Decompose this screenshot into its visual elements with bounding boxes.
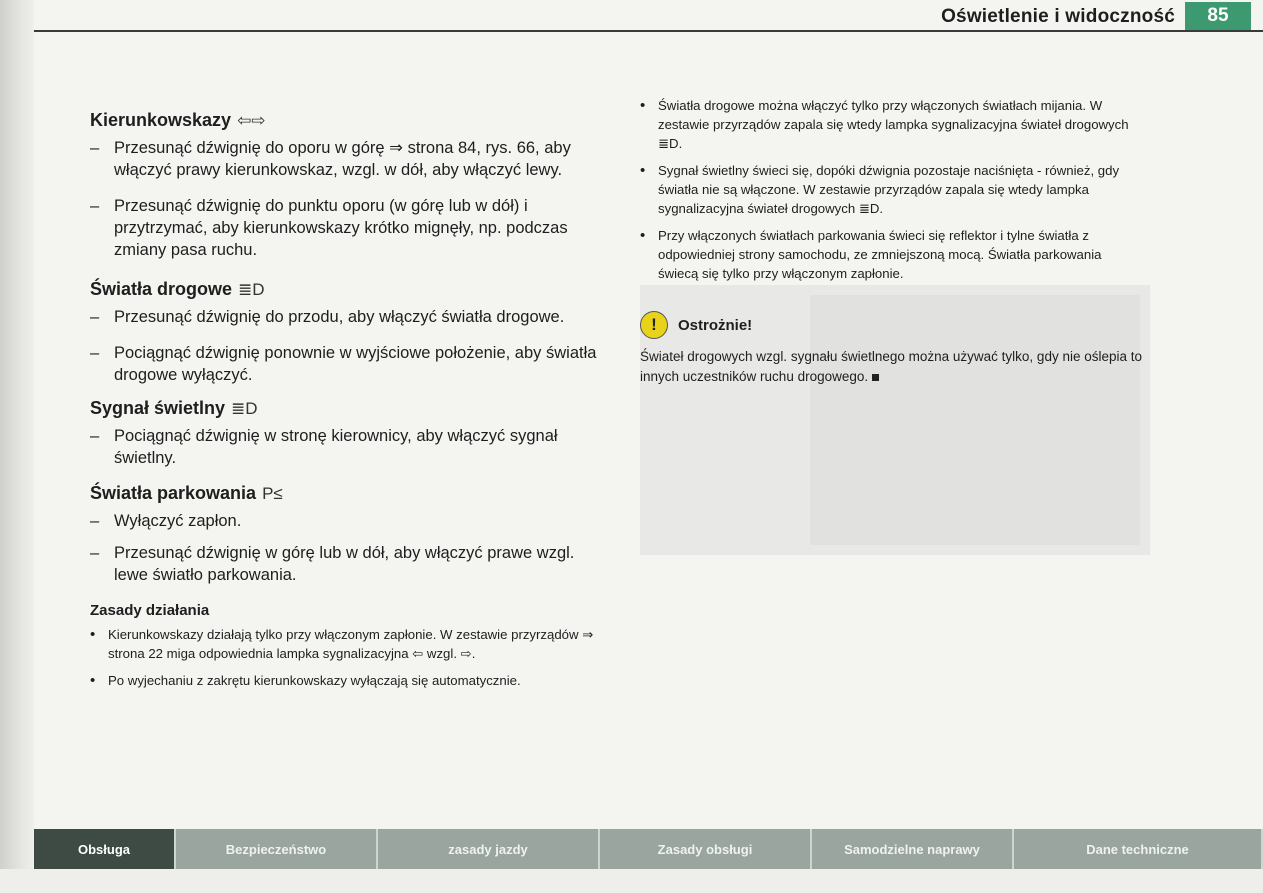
- end-of-section-mark: [872, 374, 879, 381]
- tab-obsluga[interactable]: Obsługa: [34, 829, 176, 869]
- tab-zasady-obslugi[interactable]: Zasady obsługi: [600, 829, 812, 869]
- high-beam-icon: ≣D: [231, 398, 258, 418]
- tab-bezpieczenstwo[interactable]: Bezpieczeństwo: [176, 829, 378, 869]
- heading-sygnal-swietlny: Sygnał świetlny ≣D: [90, 398, 258, 418]
- list-item: – Pociągnąć dźwignię w stronę kierownicy, aby włączyć sygnał świetlny.: [90, 427, 558, 467]
- caution-text: Świateł drogowych wzgl. sygnału świetlnego można używać tylko, gdy nie oślepia to innych uczestników ruchu drogowego.: [640, 349, 1143, 384]
- list-item: – Pociągnąć dźwignię ponownie w wyjściowe położenie, aby światła drogowe wyłączyć.: [90, 344, 597, 384]
- header-rule: [34, 30, 1263, 32]
- list-item: • Sygnał świetlny świeci się, dopóki dźwignia pozostaje naciśnięta - również, gdy światła nie są włączone. W zestawie przyrządów zapala się wtedy lampka sygnalizacyjna świateł drogowych ≣D.: [640, 162, 1120, 216]
- page-binding-edge: [0, 0, 34, 893]
- left-column: [90, 96, 610, 690]
- list-item: – Wyłączyć zapłon.: [90, 512, 242, 530]
- caution-box: [640, 311, 1145, 387]
- section-zasady-dzialania: [90, 602, 610, 690]
- heading-kierunkowskazy: Kierunkowskazy ⇦⇨: [90, 110, 266, 130]
- list-item: • Światła drogowe można włączyć tylko przy włączonych światłach mijania. W zestawie przyrządów zapala się wtedy lampka sygnalizacyjna świateł drogowych ≣D.: [640, 97, 1129, 151]
- list-item: • Po wyjechaniu z zakrętu kierunkowskazy wyłączają się automatycznie.: [90, 672, 521, 689]
- caution-title: Ostrożnie!: [678, 316, 753, 334]
- chapter-tab-bar: [34, 829, 1263, 869]
- high-beam-icon: ≣D: [238, 279, 265, 299]
- tab-samodzielne-naprawy[interactable]: Samodzielne naprawy: [812, 829, 1014, 869]
- heading-zasady-dzialania: Zasady działania: [90, 602, 210, 619]
- heading-swiatla-drogowe: Światła drogowe ≣D: [90, 279, 265, 299]
- page-number-badge: 85: [1185, 2, 1251, 30]
- list-item: • Kierunkowskazy działają tylko przy włączonym zapłonie. W zestawie przyrządów ⇒ strona 22 miga odpowiednia lampka sygnalizacyjna ⇦ wzgl. ⇨.: [90, 626, 594, 661]
- section-kierunkowskazy: [90, 110, 610, 261]
- list-item: • Przy włączonych światłach parkowania świeci się reflektor i tylne światła z odpowiedniej strony samochodu, ze zmniejszoną mocą. Światła parkowania świecą się tylko przy włączonym zapłonie.: [640, 227, 1102, 281]
- right-column: [640, 96, 1145, 387]
- turn-signal-icon: ⇦⇨: [237, 110, 266, 130]
- section-swiatla-drogowe: [90, 279, 610, 386]
- heading-swiatla-parkowania: Światła parkowania P≤: [90, 483, 283, 503]
- section-sygnal-swietlny: [90, 398, 610, 469]
- list-item: – Przesunąć dźwignię do punktu oporu (w górę lub w dół) i przytrzymać, aby kierunkowskazy krótko mignęły, np. podczas zmiany pasa ruchu.: [90, 197, 568, 259]
- caution-icon: !: [640, 311, 668, 339]
- list-item: – Przesunąć dźwignię w górę lub w dół, aby włączyć prawe wzgl. lewe światło parkowania.: [90, 544, 575, 584]
- list-item: – Przesunąć dźwignię do oporu w górę ⇒ strona 84, rys. 66, aby włączyć prawy kierunkowskaz, wzgl. w dół, aby włączyć lewy.: [90, 139, 571, 179]
- page-bottom-margin: [0, 869, 1263, 893]
- section-swiatla-parkowania: [90, 483, 610, 586]
- tab-zasady-jazdy[interactable]: zasady jazdy: [378, 829, 600, 869]
- section-header-title: Oświetlenie i widoczność: [941, 6, 1175, 27]
- parking-light-icon: P≤: [262, 483, 283, 503]
- list-item: – Przesunąć dźwignię do przodu, aby włączyć światła drogowe.: [90, 308, 565, 326]
- tab-dane-techniczne[interactable]: Dane techniczne: [1014, 829, 1263, 869]
